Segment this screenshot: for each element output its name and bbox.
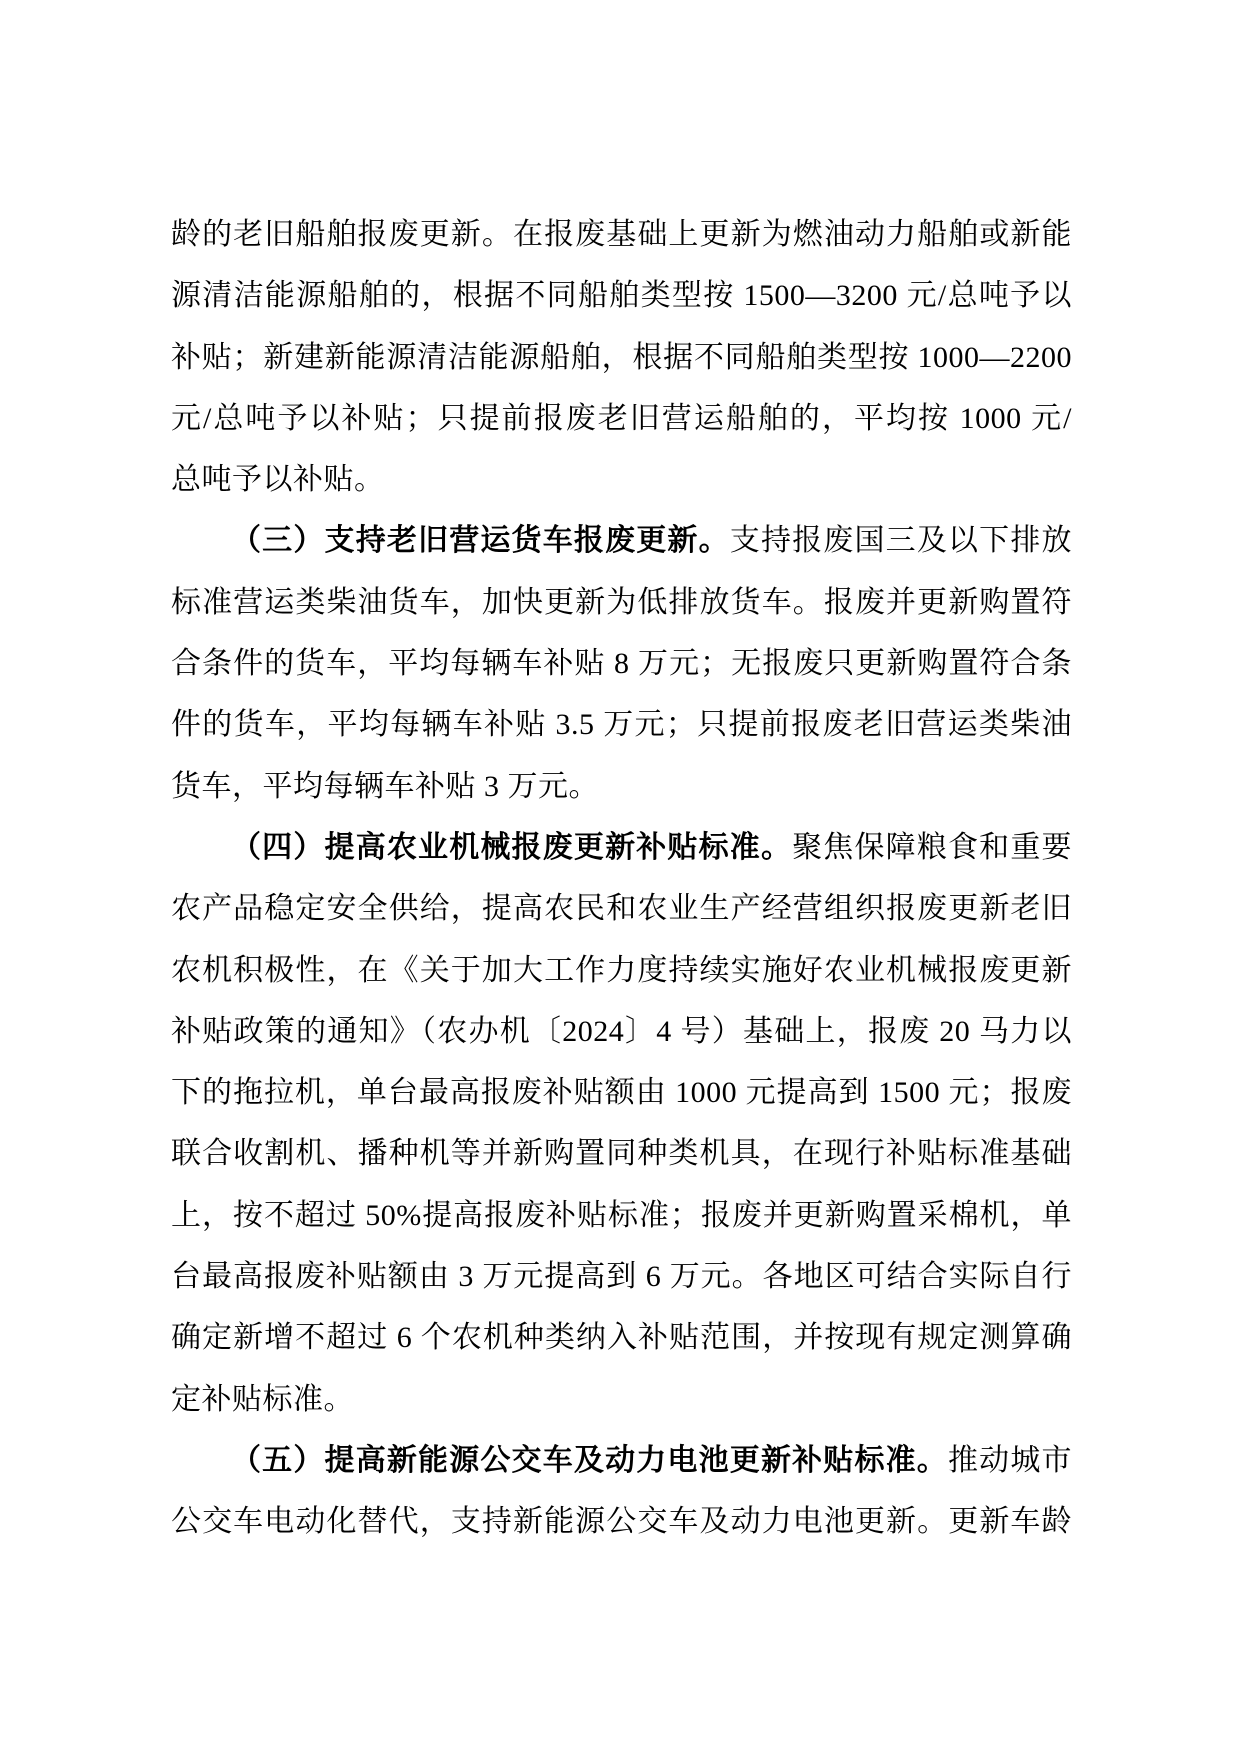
- body-text: 公交车电动化替代，支持新能源公交车及动力电池更新。更新车龄: [171, 1505, 1072, 1539]
- body-text: 聚焦保障粮食和重要: [792, 830, 1073, 864]
- text-line: [171, 1246, 1072, 1307]
- text-line: [171, 940, 1072, 1001]
- body-text: 支持报废国三及以下排放: [729, 524, 1073, 558]
- body-text: 台最高报废补贴额由 3 万元提高到 6 万元。各地区可结合实际自行: [171, 1260, 1072, 1294]
- body-text: 龄的老旧船舶报废更新。在报废基础上更新为燃油动力船舶或新能: [171, 218, 1072, 251]
- body-text: 货车，平均每辆车补贴 3 万元。: [171, 769, 599, 803]
- body-text: 确定新增不超过 6 个农机种类纳入补贴范围，并按现有规定测算确: [171, 1321, 1072, 1355]
- text-line: [171, 572, 1072, 633]
- text-line: [171, 449, 1072, 510]
- clause-heading: （五）提高新能源公交车及动力电池更新补贴标准。: [231, 1443, 948, 1477]
- text-line: [171, 265, 1072, 326]
- text-line: [171, 694, 1072, 755]
- text-line: [171, 1491, 1072, 1552]
- text-line: [171, 633, 1072, 694]
- body-text: 农机积极性，在《关于加大工作力度持续实施好农业机械报废更新: [171, 953, 1072, 987]
- body-text: 源清洁能源船舶的，根据不同船舶类型按 1500—3200 元/总吨予以: [171, 279, 1072, 313]
- body-text: 件的货车，平均每辆车补贴 3.5 万元；只提前报废老旧营运类柴油: [171, 708, 1072, 742]
- text-line: [171, 756, 1072, 817]
- body-text: 上，按不超过 50%提高报废补贴标准；报废并更新购置采棉机，单: [171, 1198, 1072, 1232]
- text-line: [171, 1369, 1072, 1430]
- body-text: 元/总吨予以补贴；只提前报废老旧营运船舶的，平均按 1000 元/: [171, 401, 1072, 435]
- body-text: 合条件的货车，平均每辆车补贴 8 万元；无报废只更新购置符合条: [171, 647, 1072, 681]
- text-line: [171, 1001, 1072, 1062]
- text-line: [171, 388, 1072, 449]
- text-line: [171, 510, 1072, 571]
- text-line: [171, 1062, 1072, 1123]
- text-line: [171, 204, 1072, 265]
- clause-heading: （四）提高农业机械报废更新补贴标准。: [231, 830, 793, 864]
- body-text: 总吨予以补贴。: [171, 463, 385, 497]
- text-line: [171, 817, 1072, 878]
- text-line: [171, 878, 1072, 939]
- text-line: [171, 1123, 1072, 1184]
- body-text: 定补贴标准。: [171, 1382, 354, 1416]
- body-text: 推动城市: [947, 1443, 1073, 1477]
- body-text: 标准营运类柴油货车，加快更新为低排放货车。报废并更新购置符: [171, 585, 1072, 619]
- text-line: [171, 1185, 1072, 1246]
- body-text: 农产品稳定安全供给，提高农民和农业生产经营组织报废更新老旧: [171, 892, 1072, 926]
- text-block: [171, 204, 1072, 1553]
- body-text: 补贴政策的通知》（农办机〔2024〕4 号）基础上，报废 20 马力以: [171, 1014, 1072, 1048]
- body-text: 联合收割机、播种机等并新购置同种类机具，在现行补贴标准基础: [171, 1137, 1072, 1171]
- text-line: [171, 327, 1072, 388]
- text-line: [171, 1307, 1072, 1368]
- text-line: [171, 1430, 1072, 1491]
- body-text: 下的拖拉机，单台最高报废补贴额由 1000 元提高到 1500 元；报废: [171, 1076, 1072, 1110]
- body-text: 补贴；新建新能源清洁能源船舶，根据不同船舶类型按 1000—2200: [171, 340, 1072, 374]
- clause-heading: （三）支持老旧营运货车报废更新。: [231, 524, 730, 558]
